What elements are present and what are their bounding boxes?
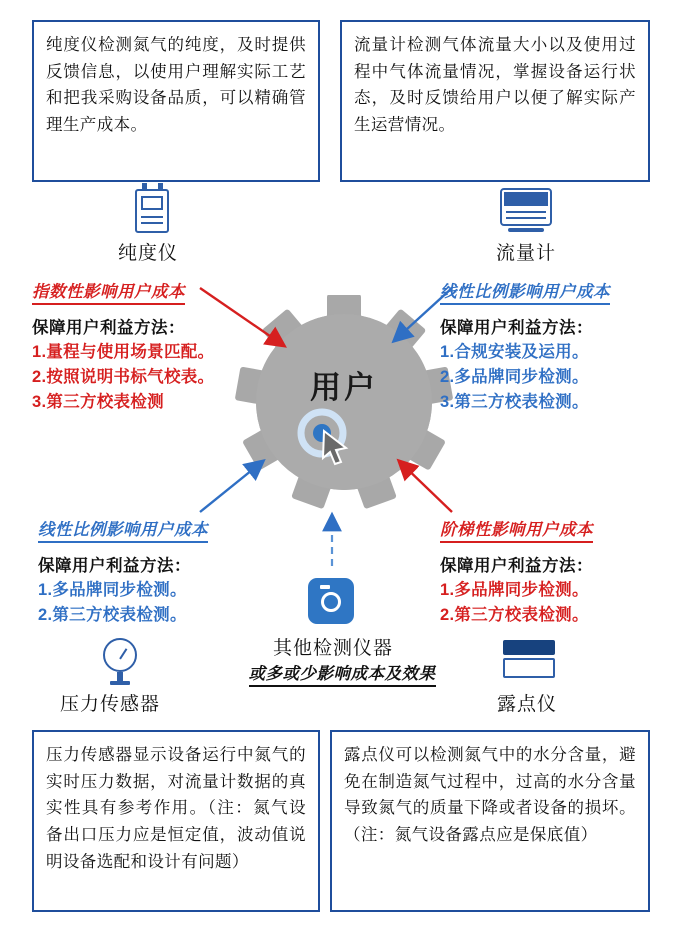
list-item: 2.第三方校表检测。 — [38, 605, 187, 624]
annotation-other-title: 或多或少影响成本及效果 — [249, 660, 436, 687]
annotation-purity-method-head: 保障用户利益方法： — [32, 319, 185, 337]
annotation-pressure-method-head: 保障用户利益方法： — [38, 557, 191, 575]
annotation-other — [213, 660, 471, 687]
device-label-pressure: 压力传感器 — [60, 694, 161, 715]
device-label-dewpoint: 露点仪 — [497, 694, 558, 715]
annotation-dewpoint-method-head: 保障用户利益方法： — [440, 557, 593, 575]
annotation-pressure — [38, 516, 208, 628]
annotation-dewpoint-title: 阶梯性影响用户成本 — [440, 516, 593, 543]
annotation-pressure-title: 线性比例影响用户成本 — [38, 516, 208, 543]
list-item: 2.多品牌同步检测。 — [440, 367, 589, 386]
annotation-dewpoint-list — [440, 578, 593, 628]
pressure-description-box: 压力传感器显示设备运行中氮气的实时压力数据，对流量计数据的真实性具有参考作用。（注：氮气设备出口压力应是恒定值，波动值说明设备选配和设计有问题） — [32, 730, 320, 912]
annotation-flow-title: 线性比例影响用户成本 — [440, 278, 610, 305]
purity-description-box: 纯度仪检测氮气的纯度，及时提供反馈信息，以使用户理解实际工艺和把我采购设备品质，可以精确管理生产成本。 — [32, 20, 320, 182]
center-label: 用户 — [310, 370, 378, 405]
annotation-purity — [32, 278, 214, 414]
list-item: 1.多品牌同步检测。 — [38, 581, 187, 599]
list-item: 2.第三方校表检测。 — [440, 605, 589, 624]
annotation-flow — [440, 278, 610, 414]
list-item: 3.第三方校表检测 — [32, 392, 164, 411]
list-item: 1.合规安装及运用。 — [440, 343, 589, 361]
list-item: 3.第三方校表检测。 — [440, 392, 589, 411]
annotation-purity-title: 指数性影响用户成本 — [32, 278, 185, 305]
annotation-purity-list — [32, 340, 214, 414]
device-label-purity: 纯度仪 — [118, 243, 179, 264]
device-label-other: 其他检测仪器 — [273, 638, 394, 659]
list-item: 2.按照说明书标气校表。 — [32, 367, 215, 386]
annotation-flow-method-head: 保障用户利益方法： — [440, 319, 593, 337]
dewpoint-description-box: 露点仪可以检测氮气中的水分含量，避免在制造氮气过程中，过高的水分含量导致氮气的质量下降或者设备的损坏。（注：氮气设备露点应是保底值） — [330, 730, 650, 912]
annotation-dewpoint — [440, 516, 593, 628]
device-label-flow: 流量计 — [496, 243, 557, 264]
annotation-pressure-list — [38, 578, 208, 628]
list-item: 1.多品牌同步检测。 — [440, 581, 589, 599]
annotation-flow-list — [440, 340, 610, 414]
flowmeter-description-box: 流量计检测气体流量大小以及使用过程中气体流量情况，掌握设备运行状态，及时反馈给用户以便了解实际产生运营情况。 — [340, 20, 650, 182]
list-item: 1.量程与使用场景匹配。 — [32, 343, 215, 361]
